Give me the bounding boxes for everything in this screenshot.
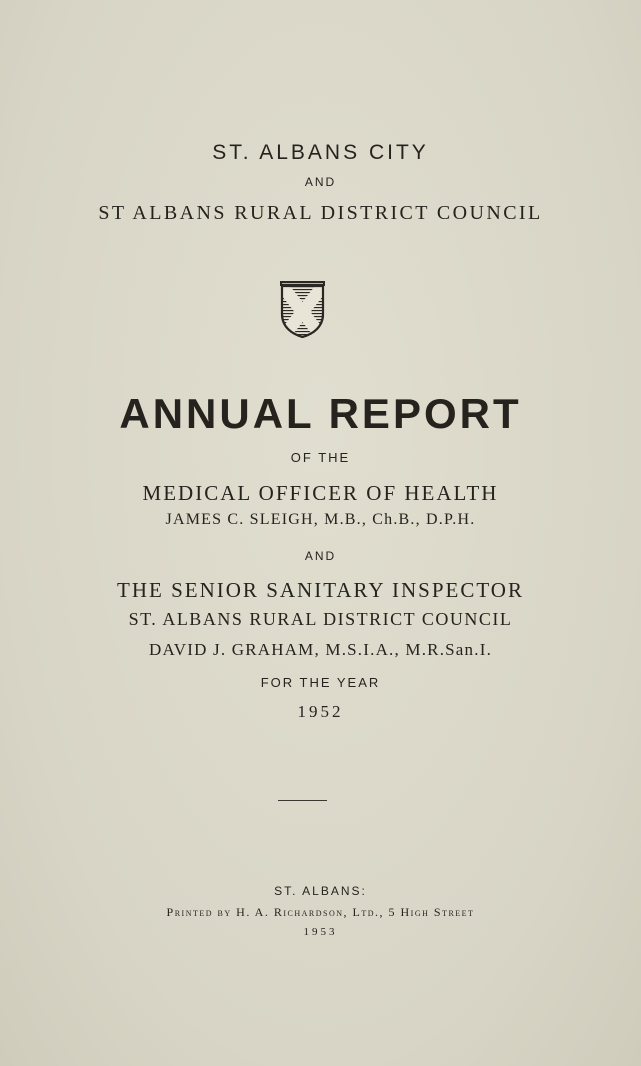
and-connector-2: AND — [304, 549, 337, 563]
imprint-year: 1953 — [303, 926, 338, 938]
city-heading: ST. ALBANS CITY — [212, 141, 429, 164]
for-the-year-label: FOR THE YEAR — [260, 675, 381, 690]
divider-rule — [278, 800, 327, 801]
inspector-name: DAVID J. GRAHAM, M.S.I.A., M.R.San.I. — [148, 640, 493, 659]
officer-title: MEDICAL OFFICER OF HEALTH — [142, 481, 499, 505]
of-the-label: OF THE — [290, 450, 351, 465]
coat-of-arms-icon — [279, 280, 326, 338]
report-year: 1952 — [297, 702, 344, 721]
imprint-place: ST. ALBANS: — [274, 884, 367, 898]
inspector-title: THE SENIOR SANITARY INSPECTOR — [117, 578, 524, 602]
imprint-printer: Printed by H. A. Richardson, Ltd., 5 High Street — [166, 905, 475, 919]
inspector-council: ST. ALBANS RURAL DISTRICT COUNCIL — [128, 609, 513, 629]
rural-council-heading: ST ALBANS RURAL DISTRICT COUNCIL — [98, 202, 543, 224]
saltire-shield-icon — [279, 280, 326, 338]
officer-name: JAMES C. SLEIGH, M.B., Ch.B., D.P.H. — [165, 511, 476, 528]
and-connector-1: AND — [304, 175, 337, 189]
report-title: ANNUAL REPORT — [119, 390, 522, 437]
